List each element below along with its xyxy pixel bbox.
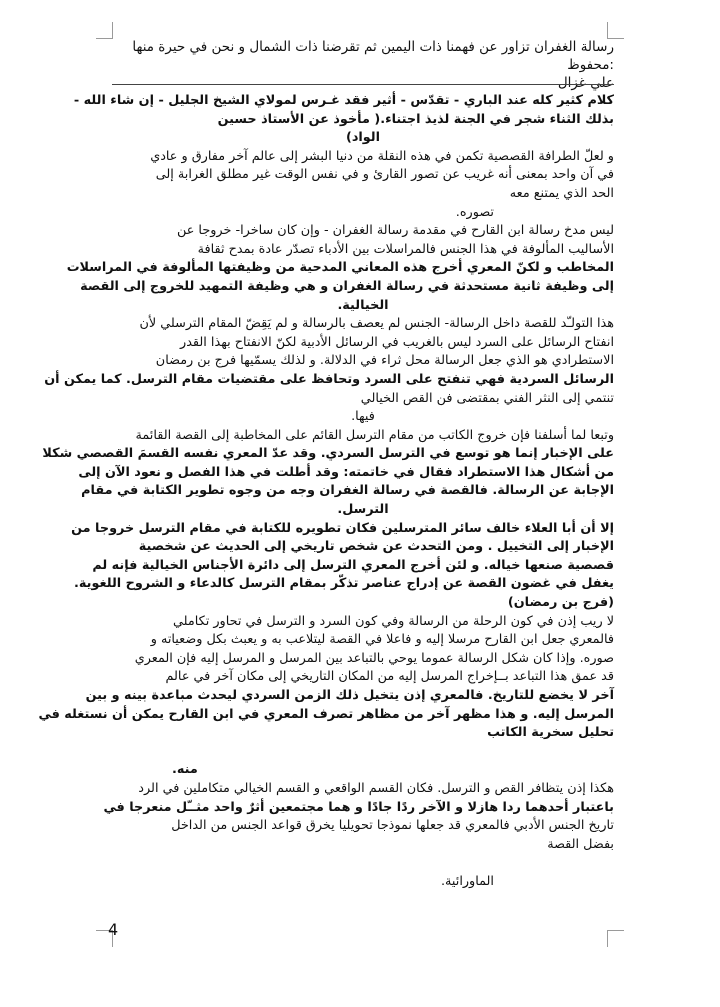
- body-text-line: على الإخبار إنما هو توسع في الترسل السردي. وقد عدّ المعري نفسه القسمَ القصصي شكلا: [42, 446, 614, 462]
- body-text-line: الإخبار إلى التخييل . ومن التحدث عن شخص تاريخي إلى الحديث عن شخصية: [138, 539, 614, 555]
- body-text-line: هذا التولـّد للقصة داخل الرسالة- الجنس لم يعصف بالرسالة و لم يَقِضّ المقام الترسلي لأن: [139, 316, 614, 332]
- body-text-line: هكذا إذن يتظافر القص و الترسل. فكان القسم الواقعي و القسم الخيالي متكاملين في الرد: [138, 780, 614, 796]
- body-text-line: إلى وظيفة ثانية مستحدثة في رسالة الغفران و هي وظيفة التمهيد للخروج إلى القصة: [80, 278, 614, 294]
- body-text-line: إلا أن أبا العلاء خالف سائر المترسلين فكان تطويره للكتابة في مقام الترسل خروجا من: [71, 520, 614, 536]
- body-text-line: الإجابة عن الرسالة. فالقصة في رسالة الغفران وجه من وجوه تطوير الكتابة في مقام: [81, 483, 614, 499]
- body-text-line: الماورائية.: [440, 873, 494, 889]
- document-body: [38, 92, 614, 892]
- body-text-line: يغفل في غضون القصة عن إدراج عناصر تذكّر بمقام الترسل كالدعاء و الشروح اللغوية.: [74, 576, 614, 592]
- body-text-line: قد عمق هذا التباعد بــإخراج المرسل إليه من المكان التاريخي إلى مكان آخر في عالم: [165, 669, 614, 685]
- header-title-line: رسالة الغفران تزاور عن فهمنا ذات اليمين ثم تقرضنا ذات الشمال و نحن في حيرة منها :محفوظ: [132, 39, 614, 73]
- body-text-line: [112, 854, 614, 873]
- body-text-line: كلام كثير كله عند الباري - تقدّس - أثير فقد غـرس لمولاي الشيخ الجليل - إن شاء الله -: [73, 93, 614, 108]
- header-author-line: علي غزال: [557, 75, 614, 91]
- body-text-line: تحليل سخرية الكاتب: [487, 725, 614, 741]
- body-text-line: و لعلّ الطرافة القصصية تكمن في هذه النقلة من دنيا البشر إلى عالم آخر مفارق و عادي: [150, 148, 614, 164]
- body-text-line: تصوره.: [455, 204, 494, 220]
- body-text-line: ليس مدخ رسالة ابن القارح في مقدمة رسالة الغفران - وإن كان ساخرا- خروجا عن: [176, 223, 614, 239]
- body-text-line: من أشكال هذا الاستطراد فقال في خاتمته: وقد أطلت في هذا الفصل و نعود الآن إلى: [78, 464, 614, 480]
- crop-mark-top-right: [607, 22, 624, 39]
- body-text-line: الأساليب المألوفة في هذا الجنس فالمراسلات بين الأدباء تصدّر عادة بمدح ثقافة: [197, 241, 614, 257]
- body-text-line: آخر لا يخضع للتاريخ. فالمعري إذن يتخيل ذلك الزمن السردي ليحدث مباعدة بينه و بين: [85, 688, 614, 703]
- body-text-line: (فرج بن رمضان): [507, 595, 614, 611]
- body-text-line: الاستطرادي هو الذي جعل الرسالة محل ثراء في الدلالة. و لذلك يسمّيها فرج بن رمضان: [155, 353, 614, 369]
- body-text-line: بفضل القصة: [547, 836, 614, 852]
- body-text-line: لا ريب إذن في كون الرحلة من الرسالة وفي كون السرد و الترسل في تحاور تكاملي: [173, 613, 614, 629]
- body-text-line: قصصية صنعها خياله. و لئن أخرج المعري الترسل إلى دائرة الأجناس الخيالية فإنه لم: [92, 557, 614, 573]
- body-text-line: منه.: [172, 762, 198, 778]
- body-text-line: في آن واحد بمعنى أنه غريب عن تصور القارئ و في نفس الوقت غير مطلق الغرابة إلى: [155, 167, 614, 183]
- body-text-line: المخاطب و لكنّ المعري أخرج هذه المعاني المدحية من وظيفتها المألوفة في المراسلات: [66, 260, 614, 276]
- body-text-line: بذلك الثناء شجر في الجنة لذيذ اجتناء.( مأخوذ عن الأستاذ حسين: [217, 111, 614, 127]
- body-text-line: انفتاح الرسائل على السرد ليس بالغريب في الرسائل الأدبية لكنّ الانفتاح بهذا القدر: [180, 334, 614, 350]
- body-text-line: تنتمي إلى النثر الفني بمقتضى فن القص الخيالي: [360, 390, 614, 406]
- body-text-line: فالمعري جعل ابن القارح مرسلا إليه و فاعلا في القصة ليتلاعب به و يعبث بكل وضعياته و: [150, 632, 614, 648]
- body-text-line: فيها.: [351, 409, 375, 425]
- page-number: 4: [108, 920, 119, 939]
- body-text-line: الرسائل السردية فهي تنفتح على السرد وتحافظ على مقتضيات مقام الترسل. كما يمكن أن: [44, 371, 614, 387]
- body-text-line: الحد الذي يمتنع معه: [509, 185, 614, 201]
- body-text-line: المرسل إليه. و هذا مظهر آخر من مظاهر تصرف المعري في ابن القارح يمكن أن نستغله في: [38, 706, 614, 722]
- body-text-line: تاريخ الجنس الأدبي فالمعري قد جعلها نموذجا تحويليا يخرق قواعد الجنس من الداخل: [171, 818, 614, 834]
- body-text-line: صوره. وإذا كان شكل الرسالة عموما يوحي بالتباعد بين المرسل و المرسل إليه فإن المعري: [134, 650, 614, 666]
- body-text-line: [112, 743, 614, 762]
- crop-mark-top-left: [96, 22, 113, 39]
- body-text-line: وتبعا لما أسلفنا فإن خروج الكاتب من مقام الترسل القائم على المخاطبة إلى القصة القائمة: [135, 427, 614, 443]
- body-text-line: باعتبار أحدهما ردا هازلا و الآخر ردًا جادًا و هما مجتمعين أثرٌ واحد مثــّل منعرجا في: [103, 799, 614, 815]
- body-text-line: الواد): [345, 130, 381, 146]
- crop-mark-bottom-right: [607, 930, 624, 947]
- body-text-line: الخيالية.: [337, 297, 389, 313]
- header-divider: [112, 84, 614, 85]
- body-text-line: الترسل.: [337, 502, 389, 518]
